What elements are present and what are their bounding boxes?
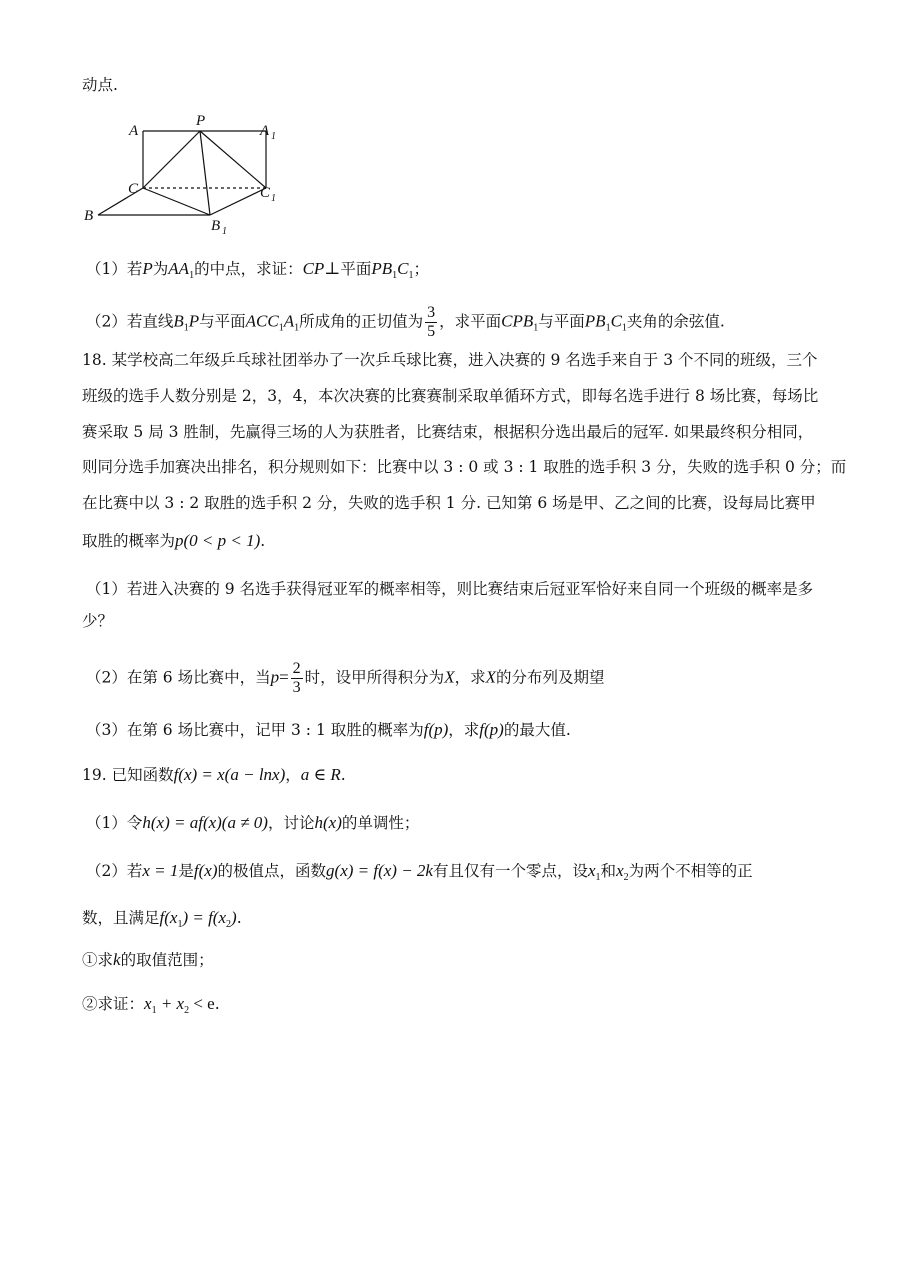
- q18-line6: 取胜的概率为p(0 < p < 1).: [82, 531, 266, 550]
- q18-line1: 18. 某学校高二年级乒乓球社团举办了一次乒乓球比赛，进入决赛的 9 名选手来自于 3 个不同的班级，三个: [82, 351, 818, 369]
- q19-line1: 19. 已知函数f(x) = x(a − lnx)，a ∈ R.: [82, 765, 346, 784]
- label-B1-sub: 1: [222, 226, 227, 235]
- q17-part2: （2）若直线$B_1P$与平面$ACC_1A_1$所成角的正切值为 $\frac{3}{5}$ ，求平面$CPB_1$与平面$PB_1C_1$夹角的余弦值.: [86, 304, 725, 340]
- q17-part1: （1）若P为$AA_1$的中点，求证：CP⊥平面$PB_1C_1$；: [86, 259, 429, 282]
- label-A1: A: [260, 123, 270, 139]
- q18-line2: 班级的选手人数分别是 2，3，4，本次决赛的比赛赛制采取单循环方式，即每名选手进行 8 场比赛，每场比: [82, 387, 819, 405]
- q18-line3: 赛采取 5 局 3 胜制，先赢得三场的人为获胜者，比赛结束，根据积分选出最后的冠军. 如果最终积分相同，: [82, 423, 814, 441]
- label-A: A: [129, 123, 139, 139]
- q19-part1: （1）令h(x) = af(x)(a ≠ 0)，讨论h(x)的单调性；: [86, 813, 420, 832]
- q19-sub1: ①求k的取值范围；: [82, 950, 214, 969]
- q19-sub2: ②求证：$x_1 + x_2 < e$.: [82, 994, 220, 1017]
- label-C1: C: [260, 185, 271, 201]
- edge-p-c1: [200, 131, 266, 188]
- fraction-3-5: $\frac{3}{5}$: [427, 304, 436, 340]
- label-P: P: [196, 113, 206, 129]
- q18-part1-line2: 少？: [82, 612, 114, 630]
- label-B: B: [84, 208, 94, 224]
- edge-p-b1: [200, 131, 210, 215]
- q19-part2-line2: 数，且满足$f(x_1) = f(x_2)$.: [82, 908, 242, 931]
- prism-figure: [80, 110, 300, 235]
- q18-line5: 在比赛中以 3 : 2 取胜的选手积 2 分，失败的选手积 1 分. 已知第 6 场是甲、乙之间的比赛，设每局比赛甲: [82, 494, 816, 512]
- label-B1: B: [211, 218, 221, 234]
- q18-line4: 则同分选手加赛决出排名，积分规则如下：比赛中以 3 : 0 或 3 : 1 取胜的选手积 3 分，失败的选手积 0 分；而: [82, 458, 847, 476]
- q18-part1-line1: （1）若进入决赛的 9 名选手获得冠亚军的概率相等，则比赛结束后冠亚军恰好来自同一个班级的概率是多: [86, 580, 814, 598]
- q18-part2: （2）在第 6 场比赛中，当p= $\frac{2}{3}$ 时，设甲所得积分为X，求X的分布列及期望: [86, 660, 605, 696]
- edge-p-c: [143, 131, 200, 188]
- label-C1-sub: 1: [271, 193, 276, 204]
- q19-part2-line1: （2）若x = 1是f(x)的极值点，函数g(x) = f(x) − 2k有且仅有一个零点，设$x_1$和$x_2$为两个不相等的正: [86, 861, 753, 884]
- lead-text: 动点.: [82, 76, 118, 94]
- label-A1-sub: 1: [271, 131, 276, 142]
- label-C: C: [128, 181, 139, 197]
- fraction-2-3: $\frac{2}{3}$: [292, 660, 301, 696]
- edge-b1-c1: [210, 188, 266, 215]
- edge-c-b1: [143, 188, 210, 215]
- q18-part3: （3）在第 6 场比赛中，记甲 3 : 1 取胜的概率为f(p)，求f(p)的最大值.: [86, 720, 571, 739]
